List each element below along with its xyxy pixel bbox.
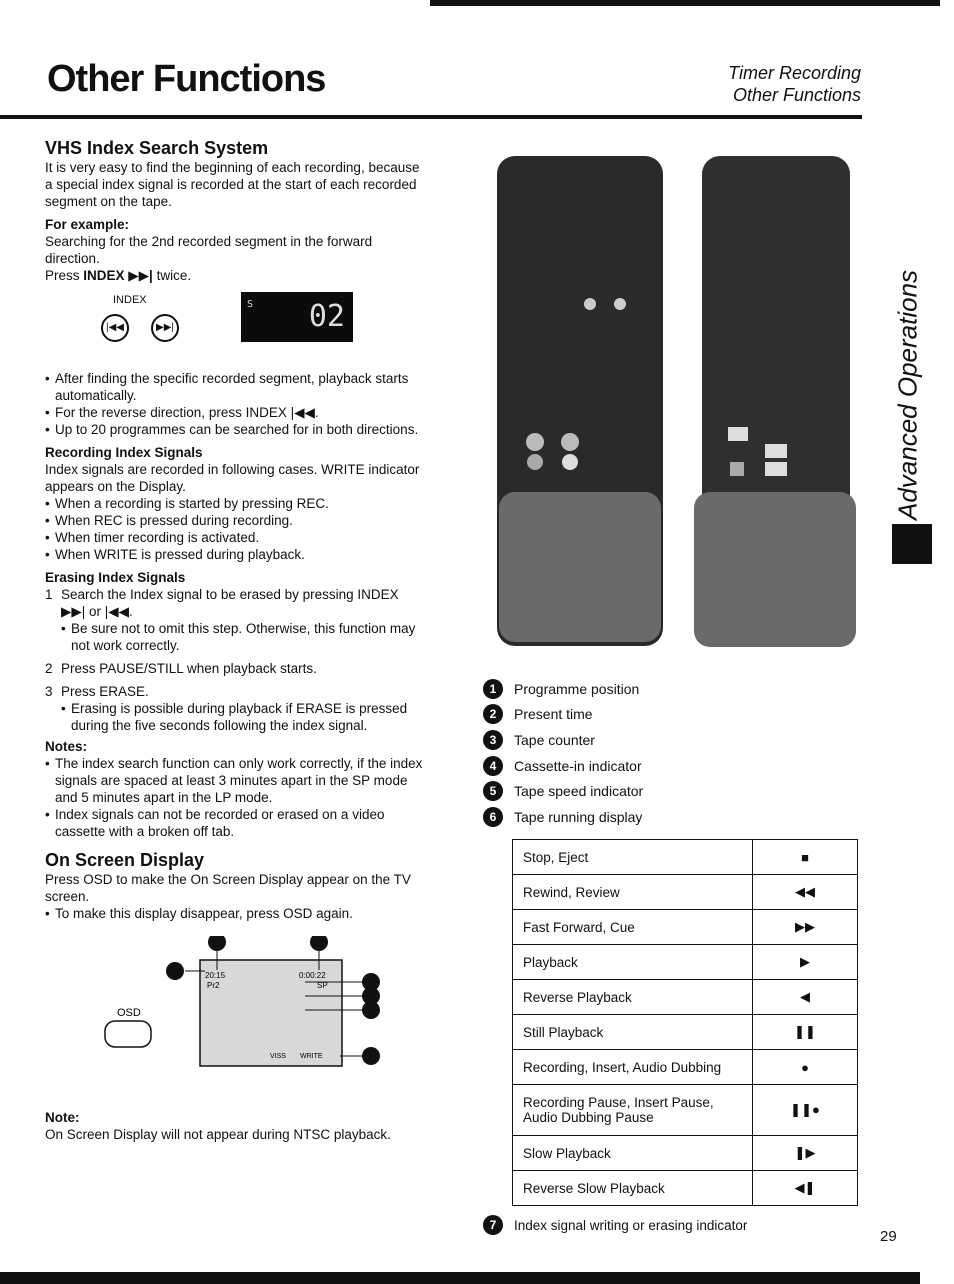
remote-front-image: [495, 152, 665, 652]
callout-item: [483, 804, 643, 830]
side-tab-label: Advanced Operations: [892, 269, 923, 521]
display-value: 02: [308, 299, 345, 334]
screen-write: WRITE: [300, 1053, 323, 1060]
index-note-label: Index signal writing or erasing indicator: [514, 1217, 748, 1233]
rec-index-intro: Index signals are recorded in following cases. WRITE indicator appears on the Display.: [45, 462, 420, 494]
table-row: [513, 945, 858, 980]
callout-number: 3: [483, 730, 503, 750]
callout-number: 6: [483, 807, 503, 827]
press-prefix: Press: [45, 268, 84, 283]
step-text: Press ERASE.: [61, 684, 149, 699]
step-text: Search the Index signal to be erased by pressing INDEX ▶▶| or |◀◀.: [61, 587, 399, 619]
mode-symbol: ❚❚: [753, 1015, 858, 1050]
table-row: [513, 910, 858, 945]
callout-6: [362, 1001, 380, 1019]
osd-figure: [45, 936, 425, 1101]
table-row: [513, 875, 858, 910]
mode-label: Playback: [513, 945, 753, 980]
screen-time: 20:15: [205, 971, 226, 980]
mode-symbol: ▶: [753, 945, 858, 980]
callout-number: 7: [483, 1215, 503, 1235]
notes-title: Notes:: [45, 739, 88, 754]
mode-symbol: ▶▶: [753, 910, 858, 945]
note-bullet: • The index search function can only work correctly, if the index signals are spaced at least 3 minutes apart in the SP mode and 5 minutes apart in the LP mode.: [45, 755, 425, 806]
mode-label: Reverse Slow Playback: [513, 1171, 753, 1206]
callout-number: 2: [483, 704, 503, 724]
callout-number: 5: [483, 781, 503, 801]
left-column: [45, 140, 425, 1143]
page-number: 29: [880, 1228, 897, 1245]
mode-symbol: ❚❚●: [753, 1085, 858, 1136]
index-rewind-button[interactable]: |◀◀: [101, 314, 129, 342]
mode-symbol: ●: [753, 1050, 858, 1085]
mode-label: Reverse Playback: [513, 980, 753, 1015]
press-suffix: twice.: [152, 268, 192, 283]
osd-button-label: OSD: [117, 1007, 141, 1019]
rec-index-title: Recording Index Signals: [45, 445, 203, 460]
osd-button-icon: [527, 454, 543, 470]
table-row: [513, 1136, 858, 1171]
callout-7: [362, 1047, 380, 1065]
screen-programme: Pr2: [207, 981, 220, 990]
rec-bullet: • When timer recording is activated.: [45, 529, 425, 546]
osd-title: On Screen Display: [45, 850, 205, 870]
header-rule: [0, 115, 862, 119]
erase-step: [45, 586, 425, 654]
callout-3: [310, 936, 328, 951]
button-icon: [614, 298, 626, 310]
vhs-index-title: VHS Index Search System: [45, 138, 269, 158]
index-figure: [45, 292, 425, 364]
button-icon: [730, 462, 744, 476]
example-text: Searching for the 2nd recorded segment in the forward direction.: [45, 234, 373, 266]
note-bullet: • Index signals can not be recorded or erased on a video cassette with a broken off tab.: [45, 806, 425, 840]
osd-bullet: • To make this display disappear, press OSD again.: [45, 905, 425, 922]
vhs-bullet: • For the reverse direction, press INDEX |◀◀.: [45, 404, 425, 421]
callout-label: Tape counter: [514, 731, 595, 748]
step-text: Press PAUSE/STILL when playback starts.: [61, 661, 317, 676]
tape-running-table: [512, 839, 858, 1206]
callout-item: [483, 727, 643, 753]
osd-note-title: Note:: [45, 1110, 80, 1125]
screen-speed: SP: [317, 981, 328, 990]
callout-label: Tape speed indicator: [514, 783, 644, 800]
top-bar: [430, 0, 940, 6]
rec-bullet: • When a recording is started by pressing REC.: [45, 495, 425, 512]
erase-index-title: Erasing Index Signals: [45, 570, 186, 585]
mode-symbol: ◀: [753, 980, 858, 1015]
callout-item: [483, 778, 643, 804]
header-line-2: Other Functions: [732, 85, 861, 105]
table-row: [513, 980, 858, 1015]
button-icon: [765, 444, 787, 458]
step-sub: • Erasing is possible during playback if ERASE is pressed during the five seconds following the index signal.: [61, 700, 425, 734]
callout-list: [483, 676, 643, 830]
step-number: 1: [45, 587, 53, 602]
callout-number: 4: [483, 756, 503, 776]
step-number: 3: [45, 684, 53, 699]
callout-label: Programme position: [514, 680, 640, 697]
step-sub: • Be sure not to omit this step. Otherwise, this function may not work correctly.: [61, 620, 425, 654]
mode-label: Stop, Eject: [513, 840, 753, 875]
button-icon: [562, 454, 578, 470]
callout-label: Cassette-in indicator: [514, 757, 642, 774]
screen-counter: 0:00:22: [299, 971, 326, 980]
button-icon: [765, 462, 787, 476]
page-title: Other Functions: [47, 58, 326, 100]
remote-side-image: [690, 152, 860, 652]
callout-label: Tape running display: [514, 808, 643, 825]
vcr-display: [241, 292, 353, 342]
button-icon: [584, 298, 596, 310]
press-key: INDEX ▶▶|: [83, 268, 153, 283]
osd-diagram: [45, 936, 425, 1101]
callout-1: [166, 962, 184, 980]
mode-label: Still Playback: [513, 1015, 753, 1050]
index-label: INDEX: [113, 294, 147, 306]
index-rewind-icon: [526, 433, 544, 451]
rec-bullet: • When REC is pressed during recording.: [45, 512, 425, 529]
bottom-bar: [0, 1272, 920, 1284]
section-header: [728, 62, 861, 106]
mode-label: Rewind, Review: [513, 875, 753, 910]
index-forward-button[interactable]: ▶▶|: [151, 314, 179, 342]
callout-item: [483, 676, 643, 702]
mode-label: Recording, Insert, Audio Dubbing: [513, 1050, 753, 1085]
table-row: [513, 1015, 858, 1050]
side-tab: [890, 270, 926, 520]
example-title: For example:: [45, 217, 130, 232]
osd-note-text: On Screen Display will not appear during NTSC playback.: [45, 1127, 391, 1142]
callout-label: Present time: [514, 706, 593, 723]
press-instruction: [45, 267, 425, 284]
table-row: [513, 1050, 858, 1085]
vhs-intro: It is very easy to find the beginning of each recording, because a special index signal is recorded at the start of each recorded segment on the tape.: [45, 160, 420, 209]
callout-2: [208, 936, 226, 951]
display-small: S: [247, 299, 254, 310]
mode-symbol: ◀❚: [753, 1171, 858, 1206]
mode-label: Slow Playback: [513, 1136, 753, 1171]
button-icon: [728, 427, 748, 441]
mode-label: Recording Pause, Insert Pause, Audio Dubbing Pause: [513, 1085, 753, 1136]
screen-vhs: VISS: [270, 1053, 286, 1060]
header-line-1: Timer Recording: [728, 63, 861, 83]
table-row: [513, 1085, 858, 1136]
remote-cover: [499, 492, 661, 642]
side-tab-block: [892, 524, 932, 564]
osd-text: Press OSD to make the On Screen Display appear on the TV screen.: [45, 872, 411, 904]
index-forward-icon: [561, 433, 579, 451]
erase-step: [45, 660, 425, 677]
mode-symbol: ❚▶: [753, 1136, 858, 1171]
rec-bullet: • When WRITE is pressed during playback.: [45, 546, 425, 563]
table-row: [513, 840, 858, 875]
callout-item: [483, 702, 643, 728]
index-indicator-note: [483, 1215, 747, 1235]
vhs-bullet: • Up to 20 programmes can be searched for in both directions.: [45, 421, 425, 438]
vhs-bullet: • After finding the specific recorded segment, playback starts automatically.: [45, 370, 425, 404]
callout-item: [483, 753, 643, 779]
erase-step: [45, 683, 425, 734]
step-number: 2: [45, 661, 53, 676]
osd-button[interactable]: [105, 1021, 151, 1047]
remote-cover: [694, 492, 856, 647]
mode-symbol: ■: [753, 840, 858, 875]
mode-label: Fast Forward, Cue: [513, 910, 753, 945]
callout-number: 1: [483, 679, 503, 699]
table-row: [513, 1171, 858, 1206]
mode-symbol: ◀◀: [753, 875, 858, 910]
